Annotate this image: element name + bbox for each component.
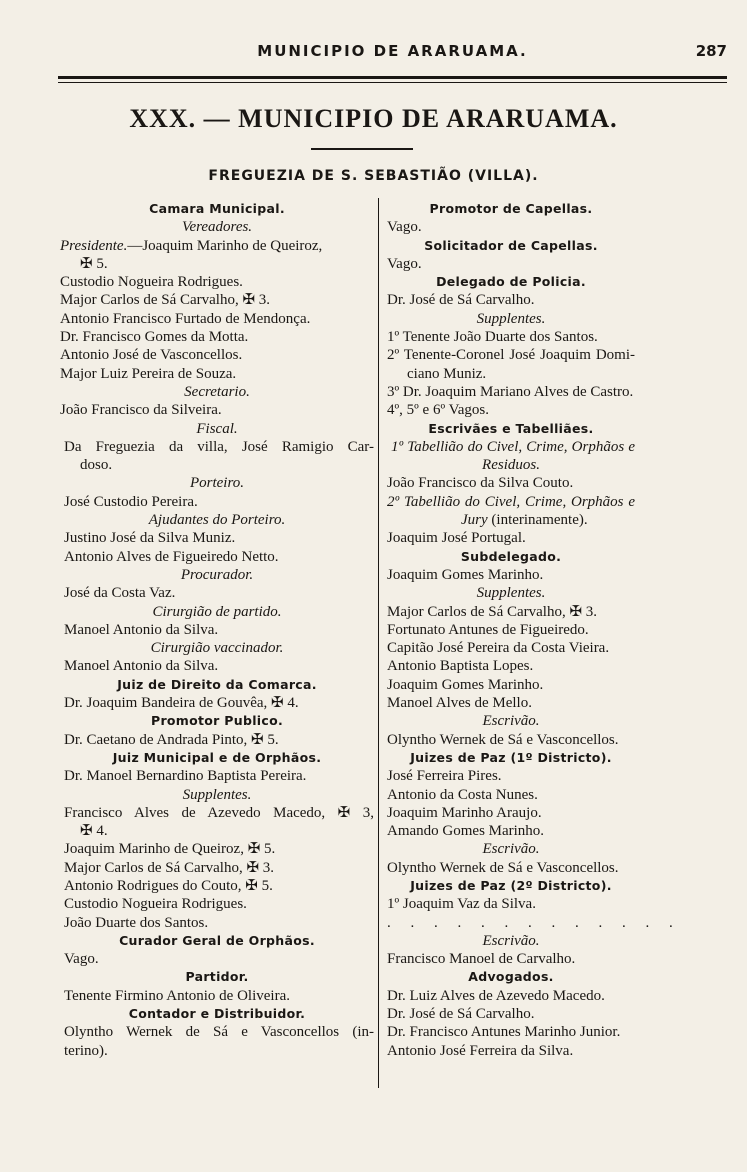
presidente-line (60, 237, 374, 255)
paz1-judge: José Ferreira Pires. (387, 768, 502, 785)
curador-name: Vago. (64, 951, 99, 968)
supplente: João Duarte dos Santos. (64, 914, 209, 931)
right-column (387, 200, 681, 1060)
column-divider (378, 198, 379, 1088)
vereador: Antonio Francisco Furtado de Mendonça. (60, 310, 311, 327)
procurador-name: José da Costa Vaz. (64, 585, 176, 602)
escrivaes-heading: Escrivães e Tabelliães. (428, 420, 594, 436)
delegado-supplente: 3º Dr. Joaquim Mariano Alves de Castro. (387, 383, 634, 400)
paz1-escrivao: Olyntho Wernek de Sá e Vasconcellos. (387, 859, 619, 876)
vereador: Dr. Francisco Gomes da Motta. (60, 329, 249, 346)
solicitador-name: Vago. (387, 255, 422, 272)
subdelegado-heading: Subdelegado. (460, 548, 562, 564)
header-rule-thick (58, 76, 727, 79)
delegado-supplente: 4º, 5º e 6º Vagos. (387, 402, 490, 419)
supplente: Custodio Nogueira Rodrigues. (64, 896, 247, 913)
camara-heading: Camara Municipal. (149, 201, 285, 216)
left-column (60, 200, 374, 1060)
presidente-cont: ✠ 5. (80, 255, 108, 272)
advogado: Antonio José Ferreira da Silva. (387, 1042, 574, 1059)
partidor-name: Tenente Firmino Antonio de Oliveira. (64, 987, 290, 1004)
parish-title: FREGUEZIA DE S. SEBASTIÃO (VILLA). (208, 168, 539, 184)
solicitador-heading: Solicitador de Capellas. (424, 237, 598, 253)
juiz-municipal-name: Dr. Manoel Bernardino Baptista Pereira. (64, 768, 307, 785)
vereador: Major Carlos de Sá Carvalho, ✠ 3. (60, 292, 271, 309)
ajudantes-label: Ajudantes do Porteiro. (148, 512, 286, 529)
tabelliao2-jury: Jury (461, 512, 488, 529)
title-divider (311, 148, 413, 150)
presidente-label: Presidente. (60, 237, 128, 254)
tabelliao2-name: Joaquim José Portugal. (387, 530, 526, 547)
supplente: Antonio Rodrigues do Couto, ✠ 5. (64, 877, 273, 894)
advogado: Dr. José de Sá Carvalho. (387, 1006, 535, 1023)
tabelliao2-interim: (interinamente). (491, 512, 588, 529)
subdelegado-supplente: Joaquim Gomes Marinho. (387, 676, 544, 693)
procurador-label: Procurador. (180, 566, 254, 583)
fiscal-label: Fiscal. (196, 420, 238, 437)
subdelegado-supplente: Antonio Baptista Lopes. (387, 658, 534, 675)
supplente: Major Carlos de Sá Carvalho, ✠ 3. (64, 859, 275, 876)
subdelegado-supplente: Capitão José Pereira da Costa Vieira. (387, 640, 610, 657)
subdelegado-supplente: Major Carlos de Sá Carvalho, ✠ 3. (387, 603, 598, 620)
paz1-judge: Joaquim Marinho Araujo. (387, 804, 542, 821)
header-rule-thin (58, 82, 727, 83)
supplentes-label: Supplentes. (182, 786, 252, 803)
contador-heading: Contador e Distribuidor. (128, 1006, 306, 1022)
paz1-heading: Juizes de Paz (1º Districto). (410, 749, 612, 765)
supplente-cont: ✠ 4. (80, 823, 108, 840)
paz2-omission-dots: . . . . . . . . . . . . . (387, 914, 681, 931)
promotor-capellas-heading: Promotor de Capellas. (429, 201, 593, 216)
fiscal-line-cont: doso. (80, 457, 113, 474)
tabelliao1-name: João Francisco da Silva Couto. (387, 475, 574, 492)
page-number: 287 (695, 42, 727, 60)
tabelliao2-title: 2º Tabellião do Civel, Crime, Orphãos e (387, 493, 635, 510)
partidor-heading: Partidor. (185, 969, 249, 985)
running-title: MUNICIPIO DE ARARUAMA. (257, 42, 528, 60)
subdelegado-escrivao: Olyntho Wernek de Sá e Vasconcellos. (387, 731, 619, 748)
secretario-name: João Francisco da Silveira. (60, 402, 222, 419)
cirurgiao-vaccinador-name: Manoel Antonio da Silva. (64, 658, 219, 675)
subdelegado-supplente: Fortunato Antunes de Figueiredo. (387, 621, 589, 638)
delegado-heading: Delegado de Policia. (436, 274, 586, 290)
porteiro-name: José Custodio Pereira. (64, 493, 198, 510)
contador-name: Olyntho Wernek de Sá e Vasconcellos (in- (64, 1024, 374, 1041)
delegado-name: Dr. José de Sá Carvalho. (387, 292, 535, 309)
porteiro-label: Porteiro. (189, 475, 245, 492)
juiz-direito-name: Dr. Joaquim Bandeira de Gouvêa, ✠ 4. (64, 695, 299, 712)
promotor-heading: Promotor Publico. (150, 713, 284, 729)
subdelegado-supplente: Manoel Alves de Mello. (387, 695, 532, 712)
vereadores-label: Vereadores. (181, 219, 253, 236)
contador-name-cont: terino). (64, 1042, 108, 1059)
subdelegado-name: Joaquim Gomes Marinho. (387, 566, 544, 583)
delegado-supplentes-label: Supplentes. (476, 310, 546, 327)
presidente-name: —Joaquim Marinho de Queiroz, (127, 237, 323, 254)
curador-heading: Curador Geral de Orphãos. (119, 932, 315, 948)
tabelliao1-title-cont: Residuos. (482, 457, 540, 474)
promotor-capellas-name: Vago. (387, 219, 422, 236)
tabelliao2-title-cont (387, 511, 635, 529)
paz2-judge: 1º Joaquim Vaz da Silva. (387, 896, 536, 913)
juiz-direito-heading: Juiz de Direito da Comarca. (117, 676, 317, 692)
delegado-supplente: 2º Tenente-Coronel José Joaquim Domi- (387, 347, 635, 364)
advogados-heading: Advogados. (468, 969, 554, 985)
chapter-title: XXX. — MUNICIPIO DE ARARUAMA. (129, 104, 618, 133)
paz1-judge: Antonio da Costa Nunes. (387, 786, 538, 803)
paz1-escrivao-label: Escrivão. (482, 841, 540, 858)
juiz-municipal-heading: Juiz Municipal e de Orphãos. (112, 749, 322, 765)
promotor-name: Dr. Caetano de Andrada Pinto, ✠ 5. (64, 731, 279, 748)
ajudante: Antonio Alves de Figueiredo Netto. (64, 548, 279, 565)
subdelegado-escrivao-label: Escrivão. (482, 713, 540, 730)
delegado-supplente-cont: ciano Muniz. (407, 365, 487, 382)
delegado-supplente: 1º Tenente João Duarte dos Santos. (387, 329, 598, 346)
paz1-judge: Amando Gomes Marinho. (387, 823, 545, 840)
secretario-label: Secretario. (184, 383, 250, 400)
cirurgiao-partido-name: Manoel Antonio da Silva. (64, 621, 219, 638)
advogado: Dr. Luiz Alves de Azevedo Macedo. (387, 987, 605, 1004)
paz2-escrivao: Francisco Manoel de Carvalho. (387, 951, 576, 968)
vereador: Major Luiz Pereira de Souza. (60, 365, 237, 382)
vereador: Antonio José de Vasconcellos. (60, 347, 243, 364)
cirurgiao-vaccinador-label: Cirurgião vaccinador. (150, 640, 284, 657)
subdelegado-supplentes-label: Supplentes. (476, 585, 546, 602)
ajudante: Justino José da Silva Muniz. (64, 530, 236, 547)
paz2-heading: Juizes de Paz (2º Districto). (410, 877, 612, 893)
supplente: Francisco Alves de Azevedo Macedo, ✠ 3, (64, 804, 374, 821)
cirurgiao-partido-label: Cirurgião de partido. (152, 603, 282, 620)
tabelliao1-title: 1º Tabellião do Civel, Crime, Orphãos e (391, 438, 635, 455)
advogado: Dr. Francisco Antunes Marinho Junior. (387, 1024, 621, 1041)
vereador: Custodio Nogueira Rodrigues. (60, 274, 243, 291)
paz2-escrivao-label: Escrivão. (482, 932, 540, 949)
fiscal-line: Da Freguezia da villa, José Ramigio Car- (64, 438, 374, 455)
supplente: Joaquim Marinho de Queiroz, ✠ 5. (64, 841, 276, 858)
running-header (58, 42, 727, 72)
